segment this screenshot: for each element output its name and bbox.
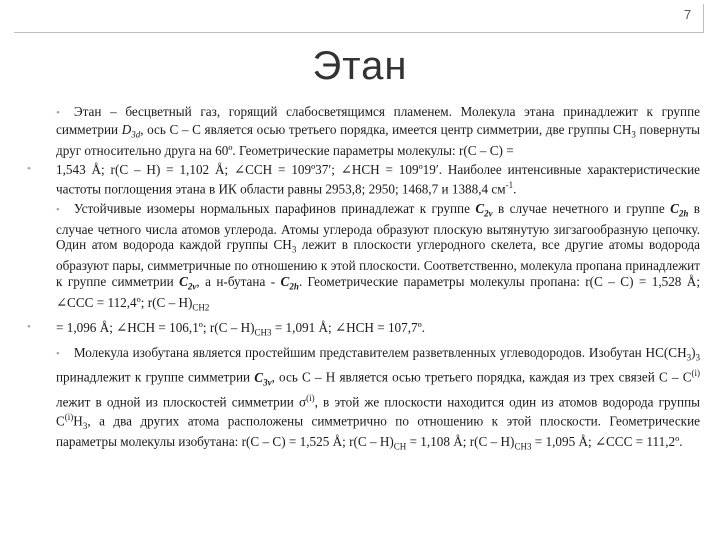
paragraph-ethane: • Этан – бесцветный газ, горящий слабосветящимся пламенем. Молекула этана принадлежит к группе симметрии $D_{3d}$, ось С – С является осью третьего порядка, имеется центр симметрии, две группы $СН_3$ повернуты друг относительно друга на 60º. Геометрические параметры молекулы: r(С – С) = [56,104,701,158]
paragraph-paraffins: • Устойчивые изомеры нормальных парафинов принадлежат к группе $C_{2v}$ в случае нечетного и группе $C_{2h}$ в случае четного числа атомов углерода. Атомы углерода образуют плоскую вытянутую зигзагообразную цепочку. Один атом водорода каждой группы $СН_3$ лежит в плоскости углеродного скелета, все другие атомы водорода образуют пары, симметричные по отношению к этой плоскости. Соответственно, молекула пропана принадлежит к группе симметрии $C_{2v}$, а н-бутана - $C_{2h}$. Геометрические параметры молекулы пропана: r(С – С) = 1,528 Å; ∠ССС = 112,4º; $r(С - Н)_{CH2}$ [56,200,700,313]
header-rule-corner [703,4,704,33]
bullet-icon: • [56,107,60,119]
bullet-icon: • [56,203,60,216]
paragraph-isobutane: • Молекула изобутана является простейшим представителем разветвленных углеводородов. Изобутан $НС(СН_3)_3$ принадлежит к группе симметрии $C_{3v}$, ось С – Н является осью третьего порядка, каждая из трех связей С – $С^{(i)}$ лежит в одной из плоскостей симметрии $\sigma^{(i)}$, в этой же плоскости находится один из атомов водорода группы $С^{(i)}Н_3$, а два других атома расположены симметрично по отношению к этой плоскости. Геометрические параметры молекулы изобутана: r(С – С) = 1,525 Å; $r(С - Н)_{CH} = 1,108$ Å; $r(С - Н)_{CH3} = 1,095$ Å; ∠ССС = 111,2º. [56,345,700,452]
paragraph-ethane-cont: • 1,543 Å; r(С – Н) = 1,102 Å; ∠ССН = 109º37′; ∠НСН = 109º19′. Наиболее интенсивные характеристические частоты поглощения этана в ИК области равны 2953,8; 2950; 1468,7 и 1388,4 $см^{-1}$. [27,162,700,197]
paragraph-paraffins-cont: • = 1,096 Å; ∠НСН = 106,1º; $r(С - Н)_{CH3} = 1,091$ Å; ∠НСН = 107,7º. [27,320,425,338]
bullet-icon: • [27,163,31,176]
bullet-icon: • [27,321,31,334]
bullet-icon: • [56,348,60,361]
header-rule [14,32,704,33]
page-number: 7 [684,7,692,22]
slide-title: Этан [312,44,408,88]
slide-body [27,104,701,459]
